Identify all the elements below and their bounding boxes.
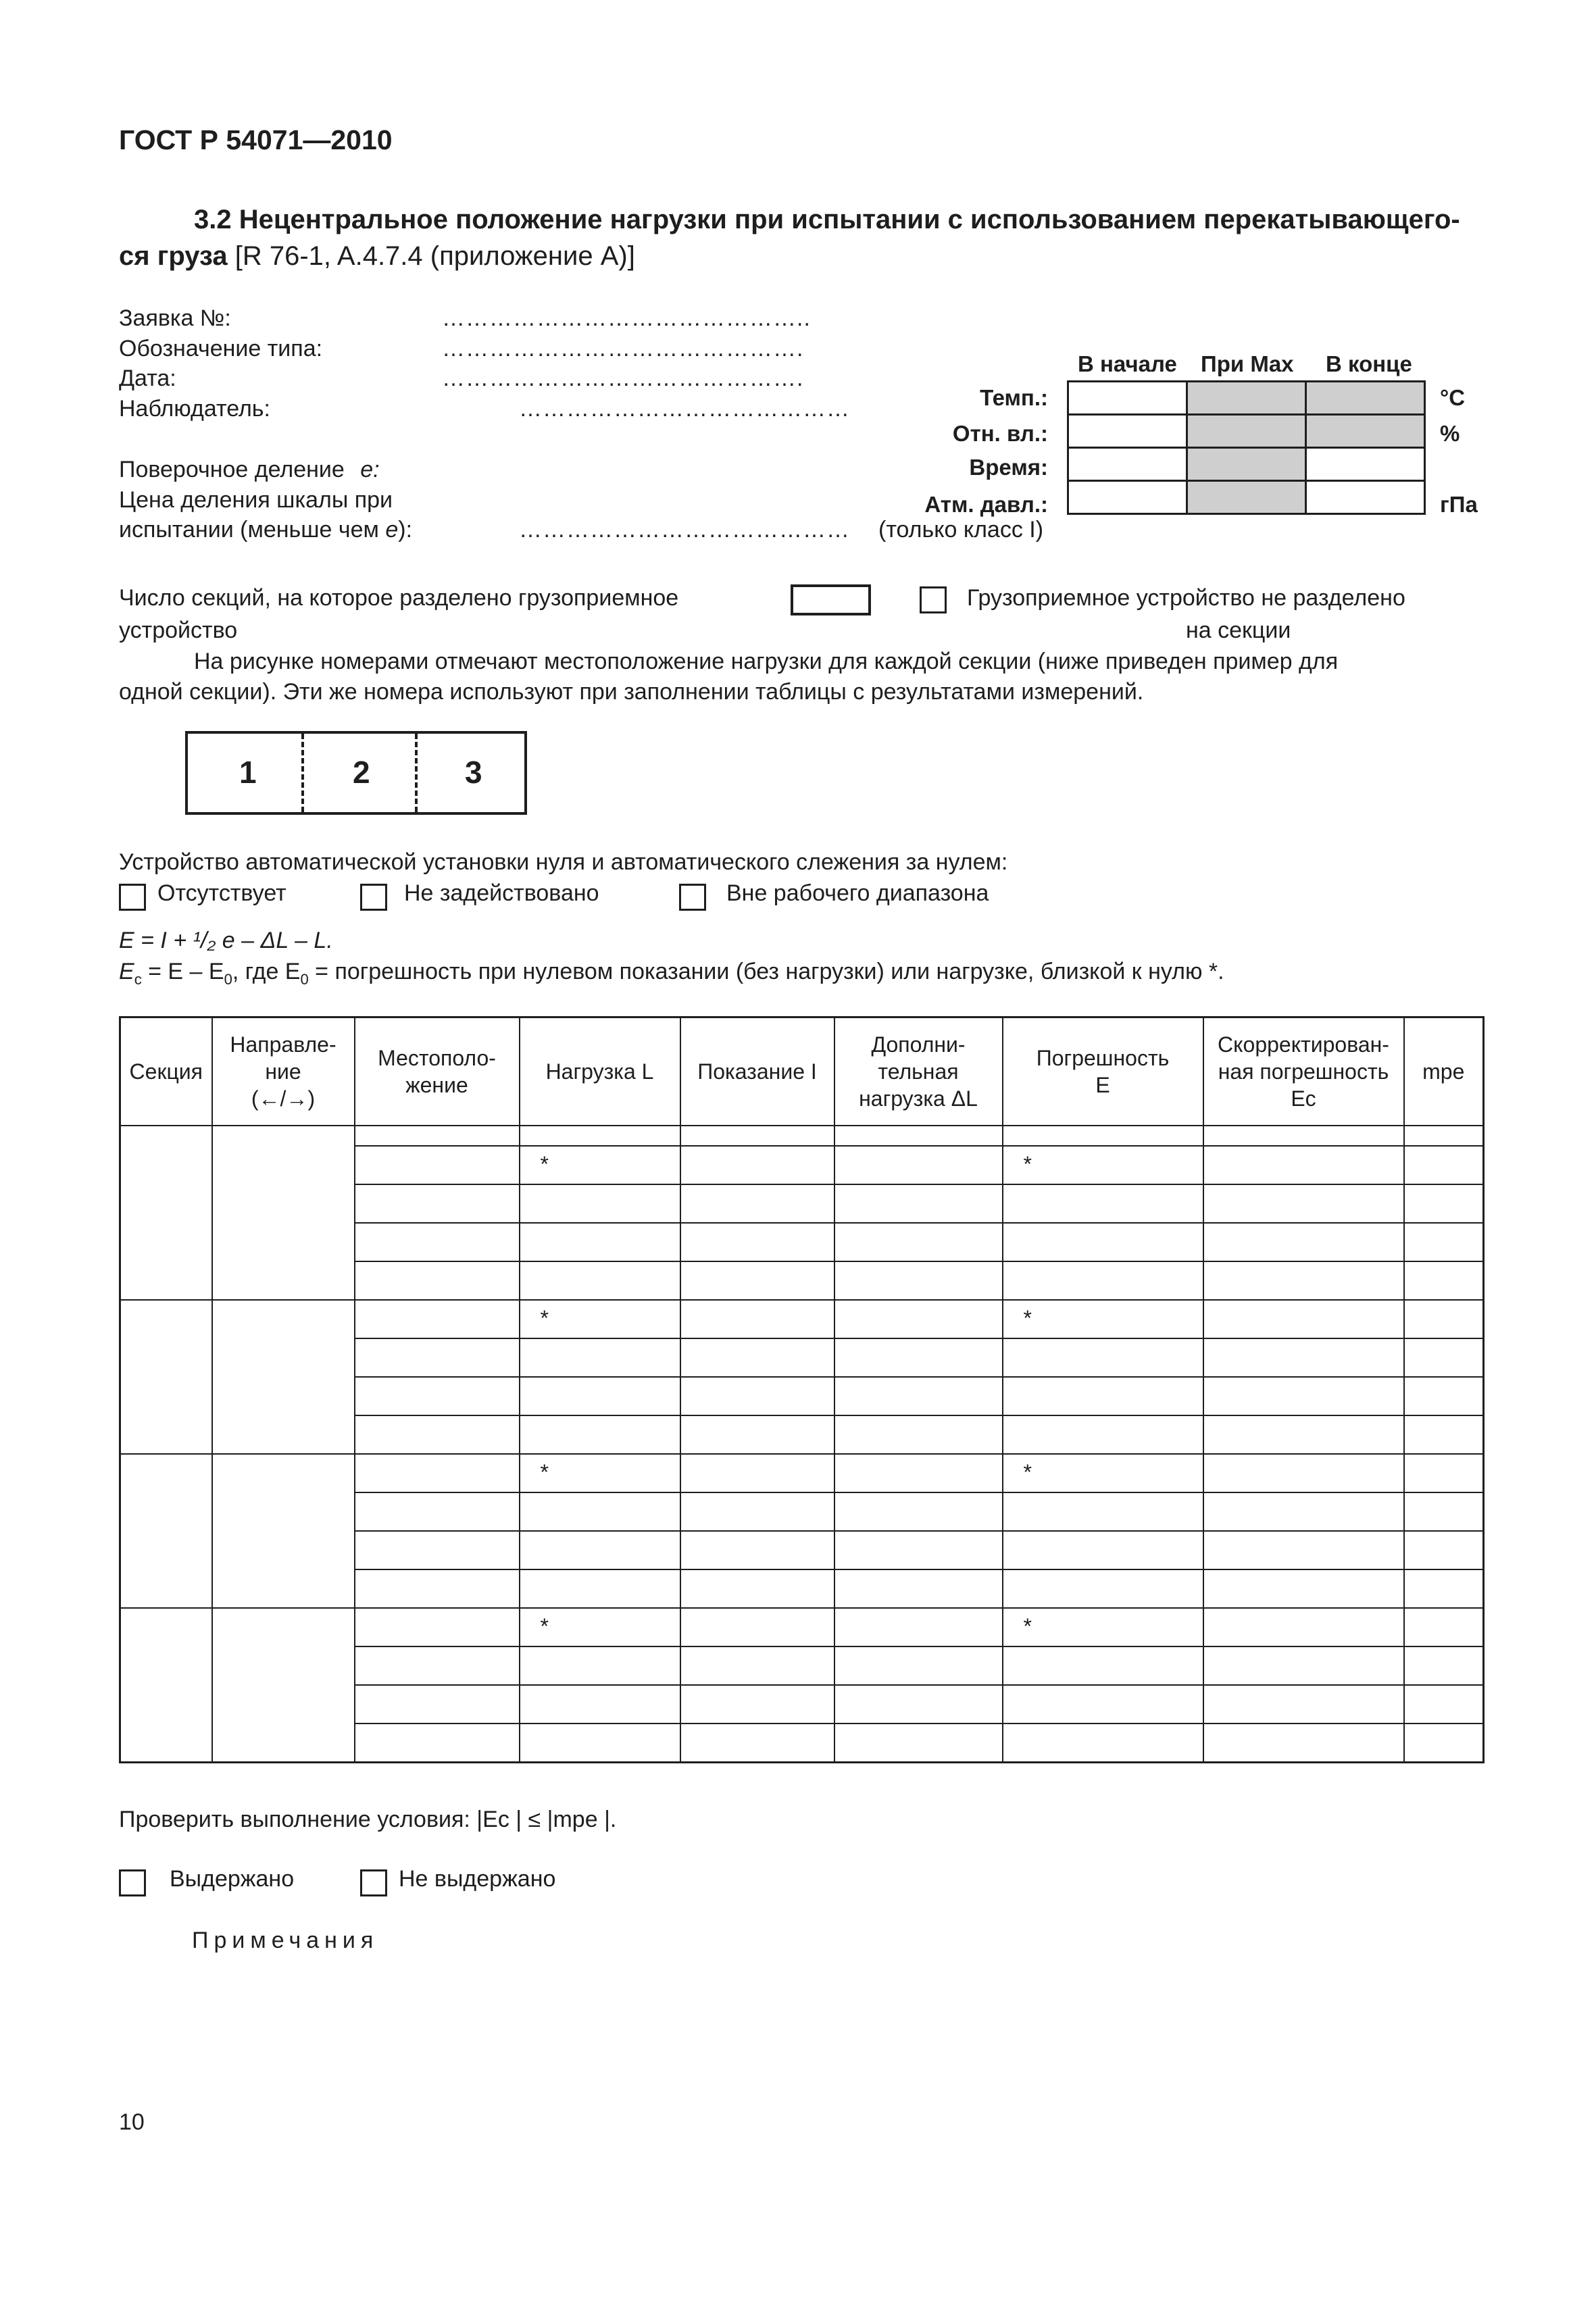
section-count-label-1: Число секций, на которое разделено грузоприемное bbox=[119, 585, 679, 611]
scale-division-field[interactable]: …………………………………… bbox=[519, 517, 850, 543]
table-cell[interactable] bbox=[520, 1377, 680, 1415]
table-cell[interactable] bbox=[680, 1223, 834, 1261]
table-cell[interactable] bbox=[680, 1338, 834, 1377]
position-3-label: 3 bbox=[465, 755, 482, 790]
direction-cell[interactable] bbox=[212, 1300, 355, 1454]
table-cell[interactable] bbox=[1003, 1531, 1203, 1569]
table-cell[interactable] bbox=[355, 1685, 520, 1724]
col-additional-load-header: Дополни- тельная нагрузка ΔL bbox=[834, 1017, 1003, 1126]
table-cell[interactable] bbox=[680, 1184, 834, 1223]
table-cell[interactable] bbox=[834, 1685, 1003, 1724]
table-cell[interactable] bbox=[834, 1146, 1003, 1184]
notes-title: Примечания bbox=[192, 1928, 379, 1953]
env-unit-pressure: гПа bbox=[1440, 492, 1478, 517]
environment-table bbox=[1067, 380, 1426, 515]
table-cell[interactable] bbox=[355, 1261, 520, 1300]
page-number: 10 bbox=[119, 2109, 145, 2135]
table-cell[interactable] bbox=[1203, 1415, 1404, 1454]
col-mpe-header: mpe bbox=[1404, 1017, 1484, 1126]
formula-part-d: = погрешность при нулевом показании (без нагрузки) или нагрузке, близкой к нулю *. bbox=[308, 959, 1224, 984]
table-cell[interactable] bbox=[1404, 1646, 1484, 1685]
table-cell[interactable] bbox=[520, 1184, 680, 1223]
table-cell[interactable] bbox=[1203, 1377, 1404, 1415]
col-indication-header: Показание I bbox=[680, 1017, 834, 1126]
table-cell[interactable] bbox=[1203, 1261, 1404, 1300]
formula-ec: E bbox=[119, 959, 134, 984]
table-cell[interactable] bbox=[680, 1146, 834, 1184]
table-cell[interactable] bbox=[1404, 1531, 1484, 1569]
date-label: Дата: bbox=[119, 366, 176, 391]
env-cell-disabled bbox=[1306, 415, 1425, 448]
direction-cell[interactable] bbox=[212, 1126, 355, 1300]
not-divided-label-1: Грузоприемное устройство не разделено bbox=[967, 585, 1405, 611]
scale-division-label-2 bbox=[119, 517, 412, 543]
verification-division-var: e: bbox=[360, 457, 380, 482]
type-field[interactable]: ………………………………………. bbox=[442, 336, 804, 361]
absent-label: Отсутствует bbox=[157, 880, 286, 906]
env-row-time: Время: bbox=[969, 455, 1048, 480]
section-cell[interactable] bbox=[120, 1454, 212, 1608]
col-error-header: Погрешность E bbox=[1003, 1017, 1203, 1126]
env-row-humidity: Отн. вл.: bbox=[952, 421, 1048, 446]
formula-ec-sub: c bbox=[134, 970, 142, 988]
zero-marker-cell[interactable]: * bbox=[1003, 1146, 1203, 1184]
table-cell[interactable] bbox=[1203, 1685, 1404, 1724]
table-row bbox=[120, 1454, 1484, 1492]
results-table-body bbox=[120, 1126, 1484, 1762]
table-cell[interactable] bbox=[520, 1569, 680, 1608]
table-cell[interactable] bbox=[355, 1724, 520, 1762]
table-cell[interactable] bbox=[680, 1454, 834, 1492]
env-cell[interactable] bbox=[1068, 481, 1187, 514]
table-cell[interactable] bbox=[834, 1223, 1003, 1261]
sections-paragraph-2: одной секции). Эти же номера используют при заполнении таблицы с результатами измерений. bbox=[119, 679, 1144, 705]
table-cell[interactable] bbox=[355, 1531, 520, 1569]
section-title-line-1 bbox=[194, 201, 1460, 238]
absent-checkbox[interactable] bbox=[119, 884, 146, 911]
table-cell[interactable] bbox=[1404, 1184, 1484, 1223]
table-cell[interactable] bbox=[1203, 1223, 1404, 1261]
section-cell[interactable] bbox=[120, 1126, 212, 1300]
table-cell[interactable] bbox=[1203, 1146, 1404, 1184]
table-cell[interactable] bbox=[520, 1261, 680, 1300]
section-title-bold: 3.2 Нецентральное положение нагрузки при испытании с использованием перекатывающего- bbox=[194, 205, 1460, 234]
table-cell[interactable] bbox=[834, 1338, 1003, 1377]
table-cell[interactable] bbox=[834, 1492, 1003, 1531]
table-cell[interactable] bbox=[355, 1300, 520, 1338]
position-1-label: 1 bbox=[239, 755, 257, 790]
table-cell[interactable] bbox=[834, 1377, 1003, 1415]
application-field[interactable]: ……………………………………….. bbox=[442, 305, 811, 331]
table-cell[interactable] bbox=[680, 1685, 834, 1724]
env-col-start: В начале bbox=[1078, 351, 1177, 376]
col-section-header: Секция bbox=[120, 1017, 212, 1126]
env-cell-disabled bbox=[1187, 481, 1306, 514]
table-cell[interactable] bbox=[680, 1492, 834, 1531]
scale-label-post: ): bbox=[398, 517, 413, 543]
table-cell[interactable] bbox=[834, 1454, 1003, 1492]
zero-marker-cell[interactable]: * bbox=[520, 1146, 680, 1184]
section-cell[interactable] bbox=[120, 1300, 212, 1454]
zero-marker-cell[interactable]: * bbox=[1003, 1608, 1203, 1646]
class-note: (только класс I) bbox=[878, 517, 1044, 543]
table-cell[interactable] bbox=[834, 1300, 1003, 1338]
formula-e0-sub-2: 0 bbox=[300, 970, 309, 988]
env-cell-disabled bbox=[1187, 415, 1306, 448]
table-cell[interactable] bbox=[680, 1646, 834, 1685]
env-pressure-row bbox=[1068, 481, 1425, 514]
env-row-temp: Темп.: bbox=[980, 385, 1048, 410]
document-code: ГОСТ Р 54071—2010 bbox=[119, 124, 393, 155]
scale-label-text: испытании (меньше чем bbox=[119, 517, 379, 543]
section-title-bold-2: ся груза bbox=[119, 241, 228, 271]
table-cell[interactable] bbox=[834, 1261, 1003, 1300]
table-cell[interactable] bbox=[1003, 1646, 1203, 1685]
env-humidity-row bbox=[1068, 415, 1425, 448]
zero-marker-cell[interactable]: * bbox=[520, 1454, 680, 1492]
table-cell[interactable] bbox=[1003, 1377, 1203, 1415]
section-title-line-2 bbox=[119, 238, 635, 274]
env-col-max: При Max bbox=[1201, 351, 1294, 376]
env-cell[interactable] bbox=[1068, 415, 1187, 448]
out-of-range-checkbox[interactable] bbox=[679, 884, 706, 911]
env-cell-disabled bbox=[1187, 448, 1306, 481]
table-cell[interactable] bbox=[1404, 1261, 1484, 1300]
table-cell[interactable] bbox=[355, 1184, 520, 1223]
table-cell[interactable] bbox=[355, 1569, 520, 1608]
not-engaged-label: Не задействовано bbox=[404, 880, 599, 906]
env-cell[interactable] bbox=[1306, 448, 1425, 481]
col-position-header: Местополо- жение bbox=[355, 1017, 520, 1126]
table-cell[interactable] bbox=[355, 1377, 520, 1415]
verification-division-text: Поверочное деление bbox=[119, 457, 345, 482]
table-cell[interactable] bbox=[1404, 1126, 1484, 1146]
table-cell[interactable] bbox=[680, 1569, 834, 1608]
table-header-row bbox=[120, 1017, 1484, 1126]
table-cell[interactable] bbox=[834, 1126, 1003, 1146]
results-table bbox=[119, 1016, 1485, 1763]
env-temp-row bbox=[1068, 382, 1425, 415]
table-cell[interactable] bbox=[520, 1492, 680, 1531]
table-cell[interactable] bbox=[1003, 1685, 1203, 1724]
section-count-input[interactable] bbox=[791, 584, 871, 615]
table-cell[interactable] bbox=[520, 1126, 680, 1146]
sections-paragraph-1: На рисунке номерами отмечают местоположение нагрузки для каждой секции (ниже приведен пример для bbox=[194, 649, 1339, 674]
table-cell[interactable] bbox=[520, 1685, 680, 1724]
table-cell[interactable] bbox=[1203, 1126, 1404, 1146]
table-cell[interactable] bbox=[355, 1338, 520, 1377]
passed-checkbox[interactable] bbox=[119, 1869, 146, 1896]
env-row-pressure: Атм. давл.: bbox=[924, 492, 1048, 517]
env-unit-humidity: % bbox=[1440, 421, 1460, 446]
table-cell[interactable] bbox=[1404, 1415, 1484, 1454]
table-cell[interactable] bbox=[1203, 1569, 1404, 1608]
table-cell[interactable] bbox=[355, 1146, 520, 1184]
table-cell[interactable] bbox=[1203, 1646, 1404, 1685]
check-condition-label: Проверить выполнение условия: |Ec | ≤ |mpe |. bbox=[119, 1807, 617, 1832]
table-cell[interactable] bbox=[834, 1531, 1003, 1569]
env-cell[interactable] bbox=[1068, 382, 1187, 415]
env-cell[interactable] bbox=[1306, 481, 1425, 514]
table-cell[interactable] bbox=[1203, 1300, 1404, 1338]
env-cell[interactable] bbox=[1068, 448, 1187, 481]
table-cell[interactable] bbox=[520, 1223, 680, 1261]
not-engaged-checkbox[interactable] bbox=[360, 884, 387, 911]
table-cell[interactable] bbox=[680, 1126, 834, 1146]
table-cell[interactable] bbox=[680, 1608, 834, 1646]
section-cell[interactable] bbox=[120, 1608, 212, 1762]
env-cell-disabled bbox=[1187, 382, 1306, 415]
table-cell[interactable] bbox=[1003, 1415, 1203, 1454]
table-cell[interactable] bbox=[1404, 1454, 1484, 1492]
col-corrected-error-header: Скорректирован- ная погрешность Ec bbox=[1203, 1017, 1404, 1126]
failed-checkbox[interactable] bbox=[360, 1869, 387, 1896]
formula-error: E = I + ¹/₂ e – ΔL – L. bbox=[119, 928, 333, 953]
table-cell[interactable] bbox=[1203, 1724, 1404, 1762]
section-divider bbox=[415, 734, 418, 812]
direction-cell[interactable] bbox=[212, 1454, 355, 1608]
table-cell[interactable] bbox=[1003, 1261, 1203, 1300]
table-cell[interactable] bbox=[355, 1126, 520, 1146]
table-cell[interactable] bbox=[1404, 1377, 1484, 1415]
table-cell[interactable] bbox=[1404, 1300, 1484, 1338]
observer-label: Наблюдатель: bbox=[119, 396, 270, 422]
table-cell[interactable] bbox=[1404, 1492, 1484, 1531]
not-divided-checkbox[interactable] bbox=[920, 586, 947, 613]
table-cell[interactable] bbox=[520, 1531, 680, 1569]
observer-field[interactable]: …………………………………… bbox=[519, 396, 850, 422]
table-cell[interactable] bbox=[1404, 1146, 1484, 1184]
table-row bbox=[120, 1126, 1484, 1146]
passed-label: Выдержано bbox=[170, 1866, 295, 1892]
table-cell[interactable] bbox=[680, 1300, 834, 1338]
table-cell[interactable] bbox=[834, 1724, 1003, 1762]
section-diagram bbox=[185, 731, 527, 815]
table-cell[interactable] bbox=[1003, 1492, 1203, 1531]
scale-label-var: e bbox=[385, 517, 399, 543]
table-cell[interactable] bbox=[355, 1223, 520, 1261]
failed-label: Не выдержано bbox=[399, 1866, 556, 1892]
table-cell[interactable] bbox=[1003, 1338, 1203, 1377]
table-cell[interactable] bbox=[355, 1646, 520, 1685]
out-of-range-label: Вне рабочего диапазона bbox=[726, 880, 989, 906]
zero-device-label: Устройство автоматической установки нуля и автоматического слежения за нулем: bbox=[119, 849, 1008, 875]
formula-corrected-error bbox=[119, 959, 1224, 988]
direction-cell[interactable] bbox=[212, 1608, 355, 1762]
type-label: Обозначение типа: bbox=[119, 336, 323, 361]
table-cell[interactable] bbox=[1203, 1454, 1404, 1492]
env-time-row bbox=[1068, 448, 1425, 481]
table-cell[interactable] bbox=[834, 1184, 1003, 1223]
table-cell[interactable] bbox=[520, 1646, 680, 1685]
table-cell[interactable] bbox=[1003, 1569, 1203, 1608]
table-cell[interactable] bbox=[355, 1415, 520, 1454]
zero-marker-cell[interactable]: * bbox=[1003, 1300, 1203, 1338]
env-cell-disabled bbox=[1306, 382, 1425, 415]
table-cell[interactable] bbox=[520, 1338, 680, 1377]
table-cell[interactable] bbox=[680, 1261, 834, 1300]
verification-division-label bbox=[119, 457, 380, 483]
table-cell[interactable] bbox=[1003, 1184, 1203, 1223]
table-row bbox=[120, 1608, 1484, 1646]
table-cell[interactable] bbox=[1404, 1338, 1484, 1377]
table-cell[interactable] bbox=[834, 1569, 1003, 1608]
table-cell[interactable] bbox=[680, 1377, 834, 1415]
zero-marker-cell[interactable]: * bbox=[520, 1608, 680, 1646]
table-cell[interactable] bbox=[520, 1724, 680, 1762]
formula-part-b: = E – E bbox=[141, 959, 224, 984]
zero-marker-cell[interactable]: * bbox=[1003, 1454, 1203, 1492]
scale-division-label-1: Цена деления шкалы при bbox=[119, 487, 393, 513]
table-row bbox=[120, 1300, 1484, 1338]
section-divider bbox=[301, 734, 304, 812]
table-cell[interactable] bbox=[1203, 1531, 1404, 1569]
table-cell[interactable] bbox=[1404, 1223, 1484, 1261]
table-cell[interactable] bbox=[1404, 1724, 1484, 1762]
position-2-label: 2 bbox=[353, 755, 370, 790]
table-cell[interactable] bbox=[834, 1415, 1003, 1454]
env-col-end: В конце bbox=[1326, 351, 1412, 376]
formula-part-c: , где E bbox=[232, 959, 301, 984]
table-cell[interactable] bbox=[834, 1608, 1003, 1646]
application-label: Заявка №: bbox=[119, 305, 231, 331]
table-cell[interactable] bbox=[1003, 1126, 1203, 1146]
section-count-label-2: устройство bbox=[119, 618, 238, 643]
zero-marker-cell[interactable]: * bbox=[520, 1300, 680, 1338]
table-cell[interactable] bbox=[1203, 1184, 1404, 1223]
col-direction-header: Направле- ние (←/→) bbox=[212, 1017, 355, 1126]
table-cell[interactable] bbox=[1404, 1569, 1484, 1608]
table-cell[interactable] bbox=[1003, 1724, 1203, 1762]
col-load-header: Нагрузка L bbox=[520, 1017, 680, 1126]
not-divided-label-2: на секции bbox=[1186, 618, 1291, 643]
section-title-reference: [R 76-1, A.4.7.4 (приложение А)] bbox=[227, 241, 635, 271]
table-cell[interactable] bbox=[680, 1415, 834, 1454]
table-cell[interactable] bbox=[520, 1415, 680, 1454]
date-field[interactable]: ………………………………………. bbox=[442, 366, 804, 391]
table-cell[interactable] bbox=[1203, 1608, 1404, 1646]
formula-e0-sub: 0 bbox=[224, 970, 232, 988]
table-cell[interactable] bbox=[355, 1608, 520, 1646]
env-unit-temp: °C bbox=[1440, 385, 1466, 410]
table-cell[interactable] bbox=[1003, 1223, 1203, 1261]
table-cell[interactable] bbox=[1404, 1685, 1484, 1724]
table-cell[interactable] bbox=[680, 1724, 834, 1762]
table-cell[interactable] bbox=[680, 1531, 834, 1569]
table-cell[interactable] bbox=[1203, 1338, 1404, 1377]
table-cell[interactable] bbox=[834, 1646, 1003, 1685]
table-cell[interactable] bbox=[1404, 1608, 1484, 1646]
table-cell[interactable] bbox=[1203, 1492, 1404, 1531]
table-cell[interactable] bbox=[355, 1492, 520, 1531]
table-cell[interactable] bbox=[355, 1454, 520, 1492]
